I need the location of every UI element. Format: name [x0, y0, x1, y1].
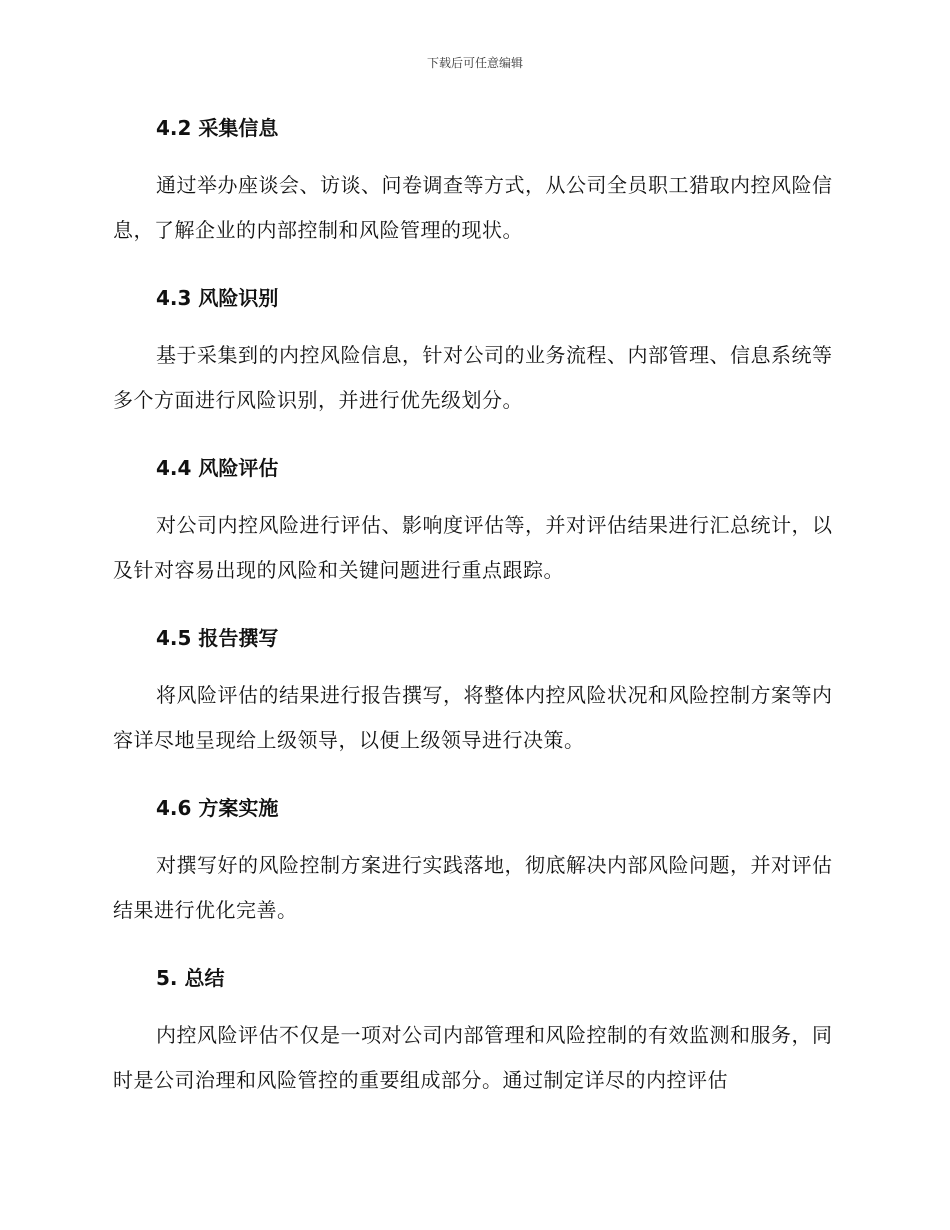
section-heading-5: 5. 总结 [156, 966, 225, 990]
section-heading-4-6: 4.6 方案实施 [156, 796, 279, 820]
section-paragraph-4-6: 对撰写好的风险控制方案进行实践落地，彻底解决内部风险问题，并对评估结果进行优化完善。 [113, 853, 833, 922]
section-heading-4-3: 4.3 风险识别 [156, 286, 279, 310]
section-paragraph-4-2: 通过举办座谈会、访谈、问卷调查等方式，从公司全员职工猎取内控风险信息，了解企业的内部控制和风险管理的现状。 [113, 173, 833, 242]
section-paragraph-5: 内控风险评估不仅是一项对公司内部管理和风险控制的有效监测和服务，同时是公司治理和风险管控的重要组成部分。通过制定详尽的内控评估 [113, 1023, 833, 1092]
section-paragraph-4-4: 对公司内控风险进行评估、影响度评估等，并对评估结果进行汇总统计，以及针对容易出现的风险和关键问题进行重点跟踪。 [113, 513, 833, 582]
document-body [113, 108, 833, 1103]
section-paragraph-4-5: 将风险评估的结果进行报告撰写，将整体内控风险状况和风险控制方案等内容详尽地呈现给上级领导，以便上级领导进行决策。 [113, 683, 833, 752]
page-header: 下载后可任意编辑 [426, 56, 523, 70]
section-heading-4-4: 4.4 风险评估 [156, 456, 279, 480]
section-paragraph-4-3: 基于采集到的内控风险信息，针对公司的业务流程、内部管理、信息系统等多个方面进行风险识别，并进行优先级划分。 [113, 343, 833, 412]
section-heading-4-5: 4.5 报告撰写 [156, 626, 279, 650]
section-heading-4-2: 4.2 采集信息 [156, 116, 279, 140]
